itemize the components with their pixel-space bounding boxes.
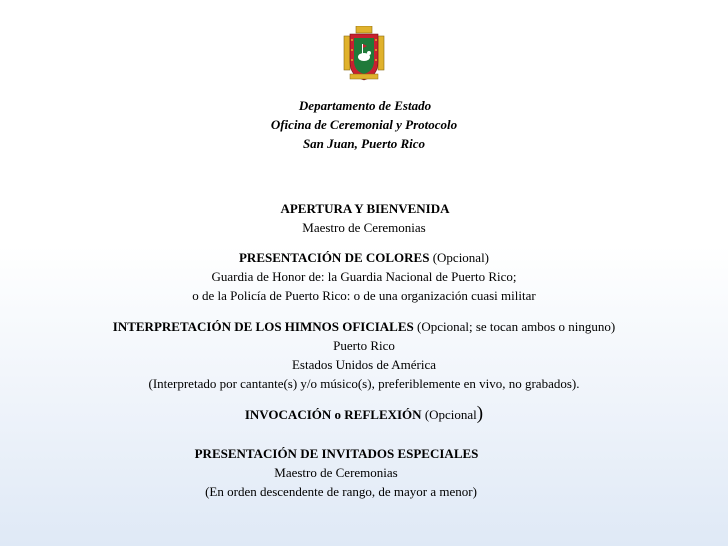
invocacion-heading [0, 404, 728, 424]
colores-note: (Opcional) [429, 250, 490, 265]
invocacion-note: (Opcional [421, 407, 477, 422]
colores-line-3: o de la Policía de Puerto Rico: o de una organización cuasi militar [192, 288, 536, 303]
himnos-line-4: (Interpretado por cantante(s) y/o músico(s), preferiblemente en vivo, no grabados). [148, 376, 580, 391]
apertura-subtitle: Maestro de Ceremonias [302, 220, 426, 235]
invitados-line-3: (En orden descendente de rango, de mayor a menor) [205, 484, 477, 499]
invitados-title: PRESENTACIÓN DE INVITADOS ESPECIALES [194, 446, 479, 461]
department-name: Departamento de Estado [298, 98, 432, 113]
colores-heading [0, 248, 728, 267]
invitados-subtitle: Maestro de Ceremonias [274, 465, 398, 480]
section-colores [0, 248, 728, 305]
colores-title: PRESENTACIÓN DE COLORES [238, 250, 430, 265]
apertura-title: APERTURA Y BIENVENIDA [280, 201, 450, 216]
location: San Juan, Puerto Rico [302, 136, 426, 151]
office-name: Oficina de Ceremonial y Protocolo [270, 117, 458, 132]
section-invocacion [0, 404, 728, 424]
colores-line-2: Guardia de Honor de: la Guardia Nacional de Puerto Rico; [211, 269, 517, 284]
himnos-line-3: Estados Unidos de América [291, 357, 437, 372]
himnos-note: (Opcional; se tocan ambos o ninguno) [413, 319, 616, 334]
himnos-line-2: Puerto Rico [333, 338, 395, 353]
coat-of-arms-seal [342, 26, 386, 82]
invocacion-title: INVOCACIÓN o REFLEXIÓN [244, 407, 422, 422]
header-block [0, 96, 728, 153]
invocacion-close-paren: ) [476, 403, 484, 424]
section-invitados [0, 444, 728, 501]
himnos-heading [0, 317, 728, 336]
section-apertura [0, 199, 728, 237]
section-himnos [0, 317, 728, 393]
himnos-title: INTERPRETACIÓN DE LOS HIMNOS OFICIALES [112, 319, 414, 334]
